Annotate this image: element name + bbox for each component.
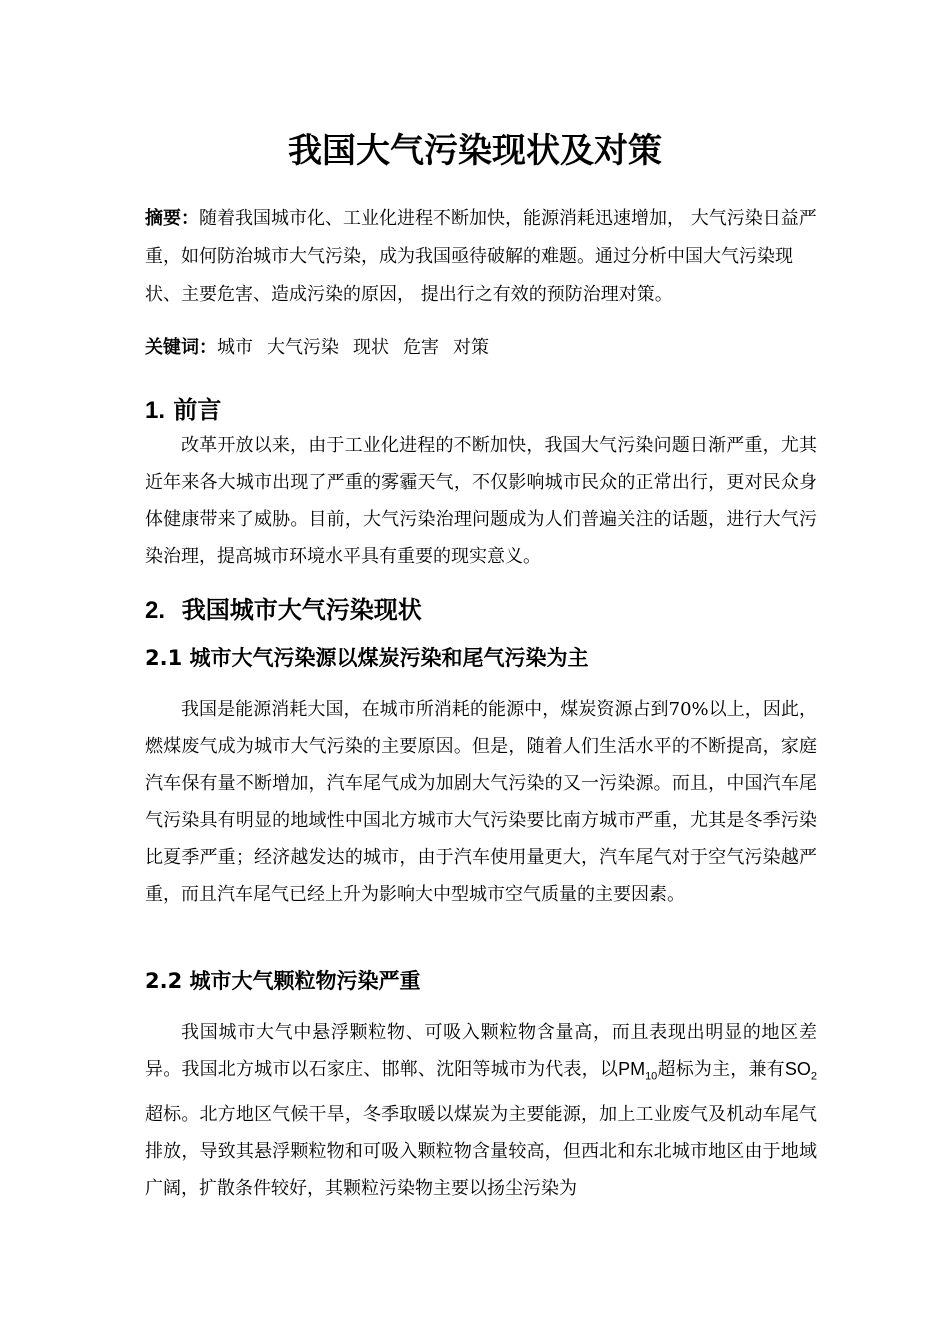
section-number: 2.: [145, 597, 166, 624]
subsection-2-2-heading: [145, 966, 817, 996]
subsection-title: 城市大气颗粒物污染严重: [189, 968, 421, 993]
pm-subscript: 10: [645, 1070, 658, 1083]
subsection-2-1-paragraph: 我国是能源消耗大国，在城市所消耗的能源中，煤炭资源占到70%以上，因此，燃煤废气成为城市大气污染的主要原因。但是，随着人们生活水平的不断提高，家庭汽车保有量不断增加，汽车尾气成为加剧大气污染的又一污染源。而且，中国汽车尾气污染具有明显的地域性中国北方城市大气污染要比南方城市严重，尤其是冬季污染比夏季严重；经济越发达的城市，由于汽车使用量更大，汽车尾气对于空气污染越严重，而且汽车尾气已经上升为影响大中型城市空气质量的主要因素。: [145, 699, 817, 905]
document-title: 我国大气污染现状及对策: [288, 131, 662, 171]
keyword-item: 对策: [453, 337, 489, 358]
so2-subscript: 2: [810, 1070, 818, 1083]
keyword-item: 城市: [217, 337, 253, 358]
subsection-number: 2.2: [145, 969, 183, 993]
abstract-text: 随着我国城市化、工业化进程不断加快，能源消耗迅速增加， 大气污染日益严重，如何防治城市大气污染，成为我国亟待破解的难题。通过分析中国大气污染现状、主要危害、造成污染的原因， 提出行之有效的预防治理对策。: [145, 208, 817, 305]
section-title: 前言: [173, 395, 222, 424]
paragraph-text: 超标。北方地区气候干旱，冬季取暖以煤炭为主要能源，加上工业废气及机动车尾气排放，导致其悬浮颗粒物和可吸入颗粒物含量较高，但西北和东北城市地区由于地域广阔，扩散条件较好，其颗粒污染物主要以扬尘污染为: [145, 1103, 817, 1199]
section-1-paragraph: 改革开放以来，由于工业化进程的不断加快，我国大气污染问题日渐严重，尤其近年来各大城市出现了严重的雾霾天气，不仅影响城市民众的正常出行，更对民众身体健康带来了威胁。目前，大气污染治理问题成为人们普遍关注的话题，进行大气污染治理，提高城市环境水平具有重要的现实意义。: [145, 435, 817, 567]
subsection-title: 城市大气污染源以煤炭污染和尾气污染为主: [189, 645, 589, 670]
section-2-heading: [145, 593, 817, 628]
paragraph-text: 超标为主，兼有: [657, 1059, 785, 1080]
section-number: 1.: [145, 397, 166, 424]
pm-symbol: PM: [618, 1059, 646, 1079]
abstract-label: 摘要：: [145, 208, 199, 229]
abstract: [145, 200, 817, 314]
keyword-item: 现状: [353, 337, 389, 358]
keyword-item: 危害: [403, 337, 439, 358]
section-1-heading: [145, 393, 817, 428]
subsection-2-2-paragraph: [145, 1014, 817, 1207]
keyword-item: 大气污染: [267, 337, 339, 358]
so2-symbol: SO: [784, 1059, 811, 1079]
subsection-2-1-heading: [145, 643, 817, 673]
subsection-number: 2.1: [145, 646, 183, 670]
keywords-label: 关键词：: [145, 337, 217, 358]
paragraph-text: 我国城市大气中悬浮颗粒物、可吸入颗粒物含量高，而且表现出明显的地区差异。我国北方城市以石家庄、邯郸、沈阳等城市为代表，以: [145, 1022, 817, 1080]
keywords: [145, 333, 817, 363]
section-title: 我国城市大气污染现状: [181, 595, 422, 624]
